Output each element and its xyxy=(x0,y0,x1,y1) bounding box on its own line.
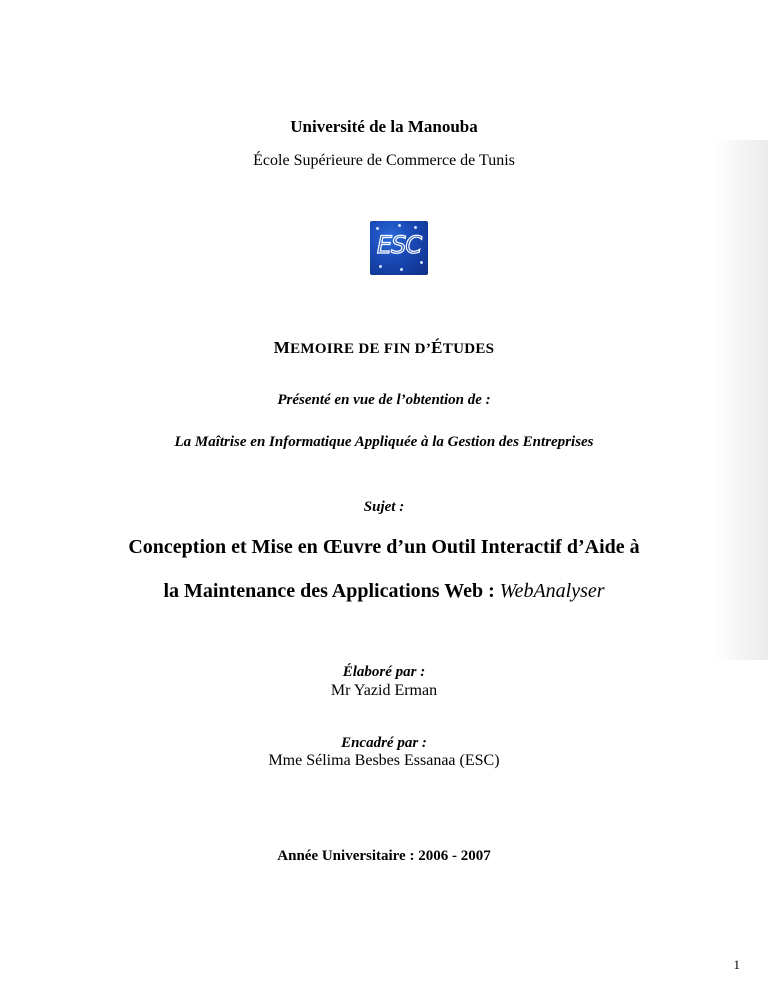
author-label: Élaboré par : xyxy=(342,664,426,680)
document-type xyxy=(0,338,768,358)
supervisor-label: Encadré par : xyxy=(341,735,427,751)
memoire-text-1: EMOIRE DE FIN D’ xyxy=(290,341,432,357)
thesis-title-line-2 xyxy=(0,580,768,603)
esc-logo xyxy=(370,221,428,275)
logo-text: ESC xyxy=(376,231,422,259)
university-name: Université de la Manouba xyxy=(290,117,478,136)
product-name: WebAnalyser xyxy=(499,580,605,602)
subject-label: Sujet : xyxy=(363,499,405,515)
presented-for: Présenté en vue de l’obtention de : xyxy=(277,392,491,408)
thesis-title-line-1: Conception et Mise en Œuvre d’un Outil Interactif d’Aide à xyxy=(128,536,640,558)
supervisor-name: Mme Sélima Besbes Essanaa (ESC) xyxy=(268,752,500,769)
page-number: 1 xyxy=(733,957,740,972)
memoire-initial-m: M xyxy=(273,338,291,357)
memoire-text-2: TUDES xyxy=(442,341,495,357)
school-name: École Supérieure de Commerce de Tunis xyxy=(253,152,515,169)
thesis-title-prefix: la Maintenance des Applications Web : xyxy=(163,580,500,602)
academic-year: Année Universitaire : 2006 - 2007 xyxy=(277,848,491,864)
memoire-initial-e: É xyxy=(431,338,443,357)
degree-name: La Maîtrise en Informatique Appliquée à la Gestion des Entreprises xyxy=(174,434,594,450)
author-name: Mr Yazid Erman xyxy=(330,682,438,699)
